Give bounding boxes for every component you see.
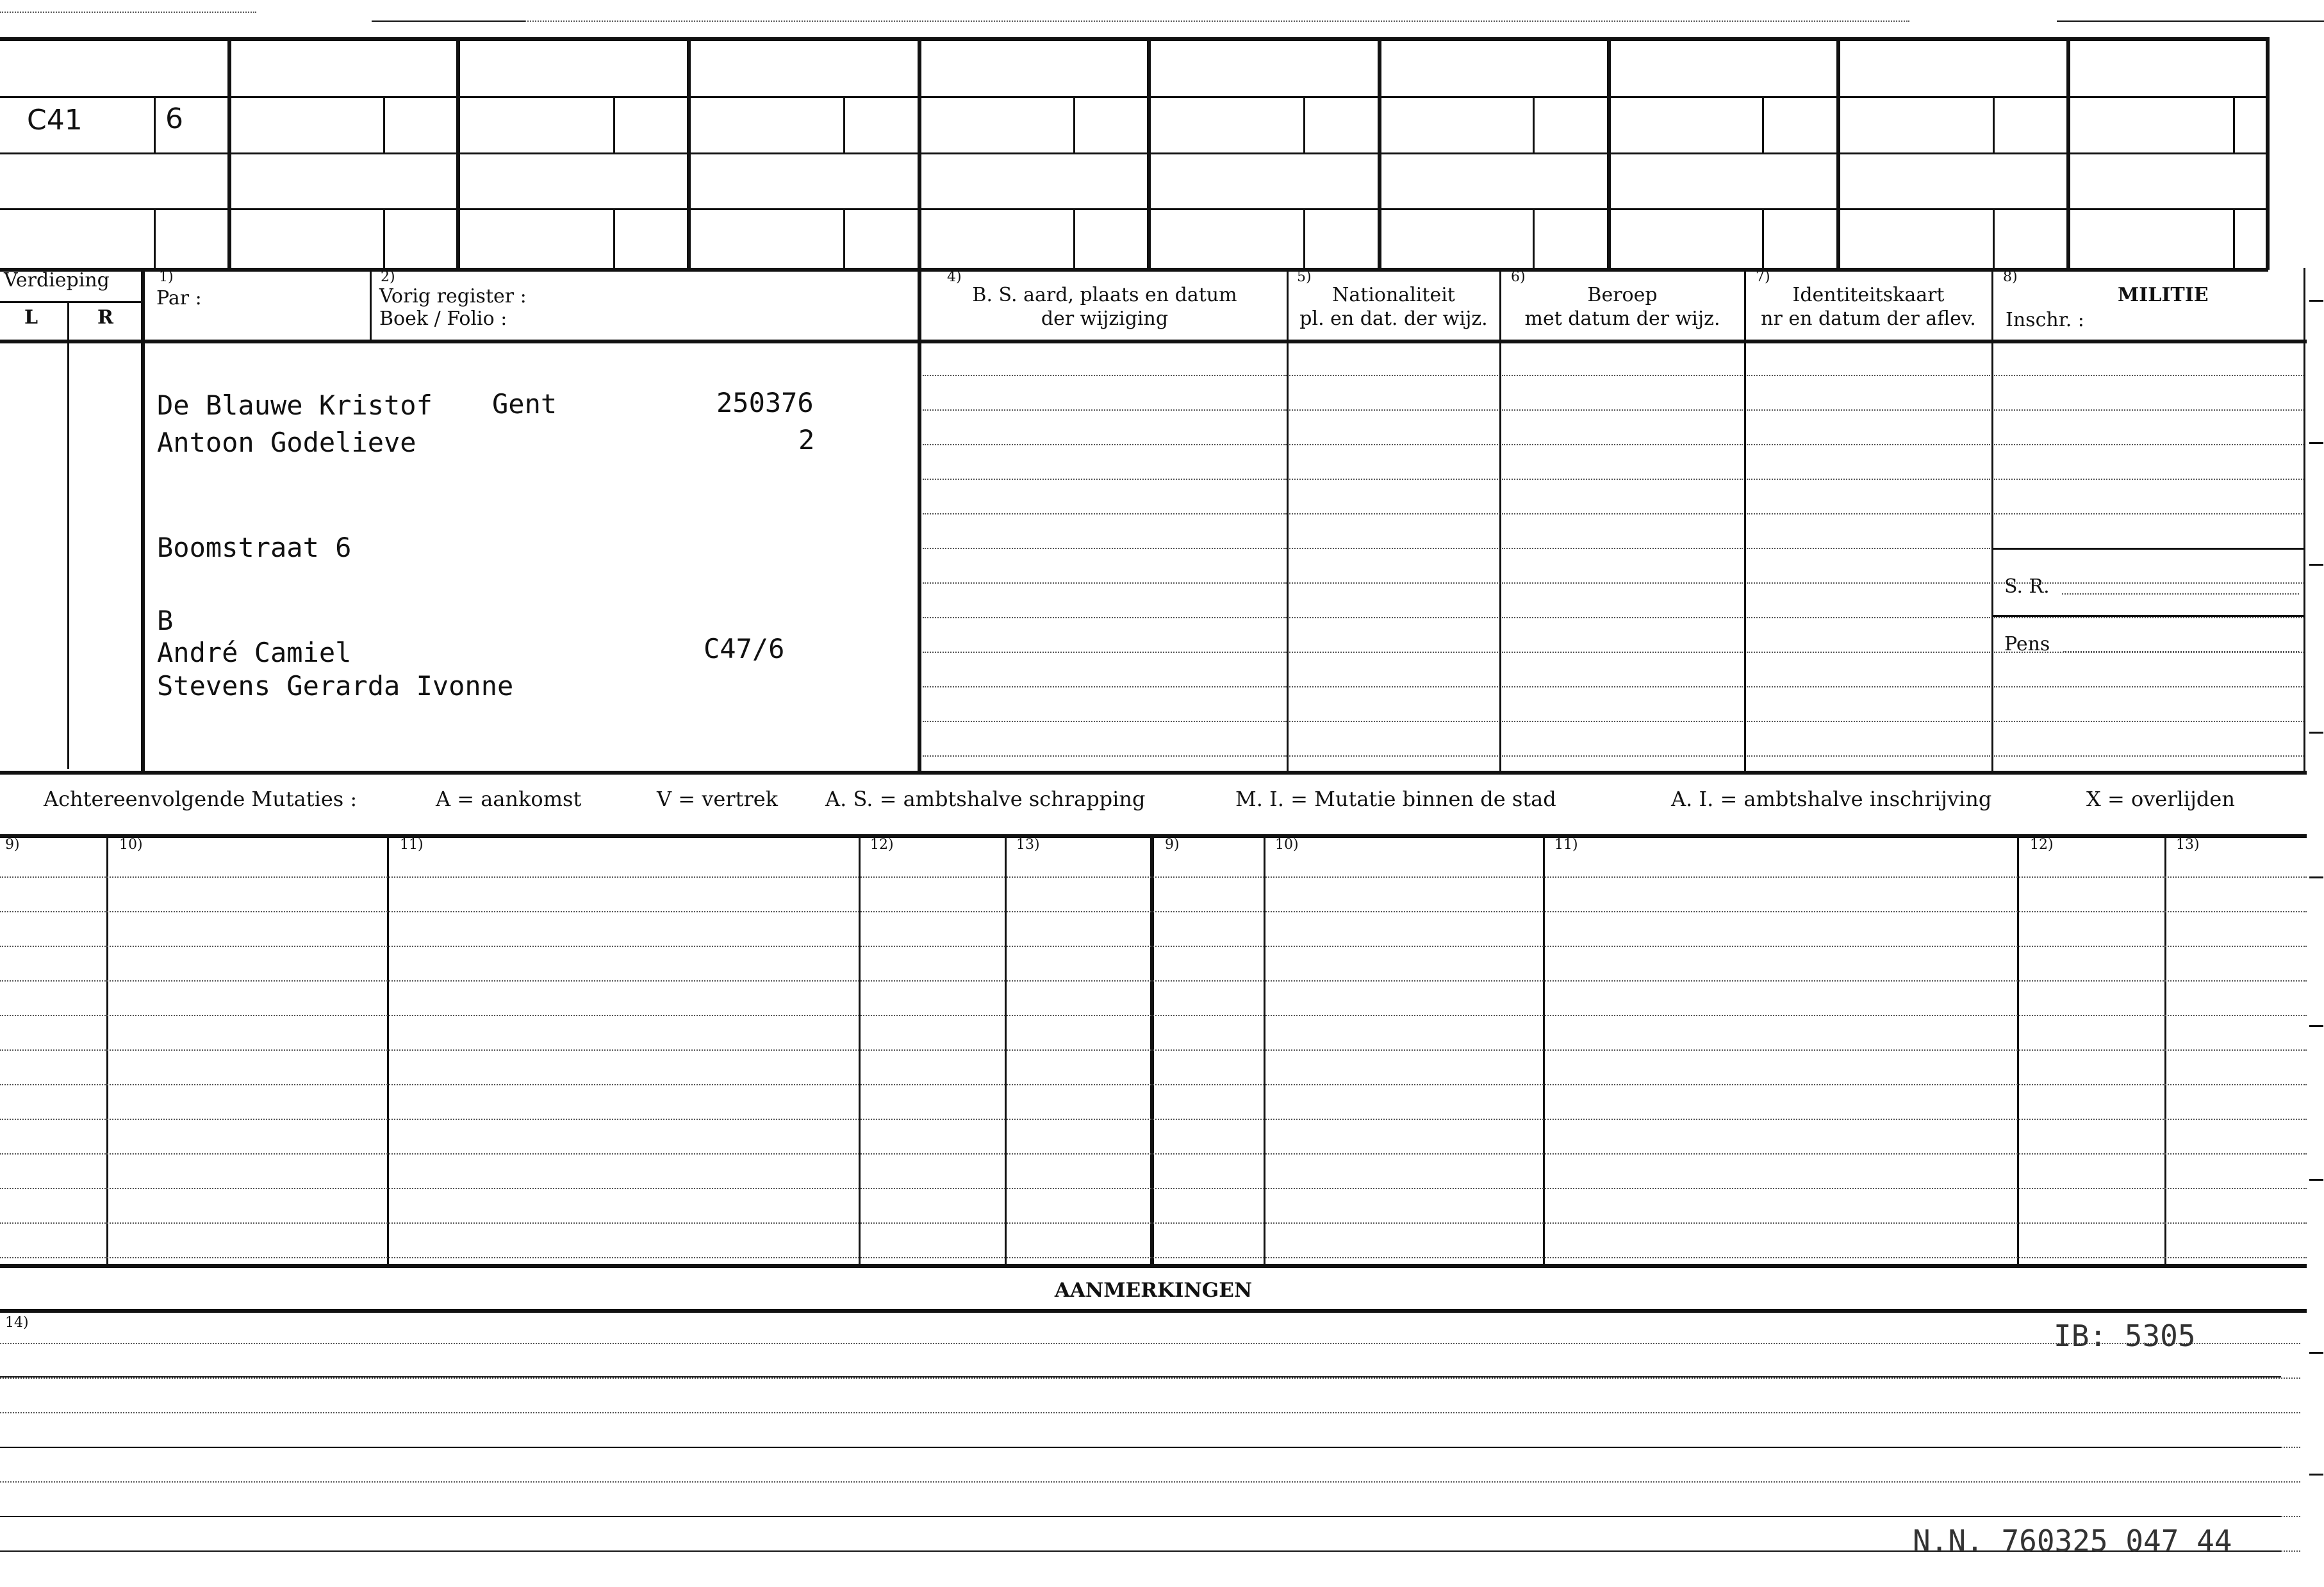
body-ruled-line xyxy=(1502,375,1743,376)
aanmerkingen-ruled-line xyxy=(0,1412,2300,1413)
body-ruled-line xyxy=(1289,444,1498,445)
body-ruled-line xyxy=(1502,721,1743,722)
body-ruled-line xyxy=(1747,444,1990,445)
body-ruled-line xyxy=(923,652,1287,653)
body-ruled-line xyxy=(1502,444,1743,445)
col7-number: 7) xyxy=(1756,269,1770,285)
body-divider xyxy=(918,340,921,771)
body-ruled-line xyxy=(1747,513,1990,514)
mutaties-ruled-line xyxy=(0,876,2307,878)
body-ruled-line xyxy=(1289,617,1498,618)
body-ruled-line xyxy=(1502,617,1743,618)
col2-line2: Boek / Folio : xyxy=(379,308,507,330)
aanmerkingen-top-line xyxy=(0,1309,2307,1313)
edge-tick xyxy=(2309,732,2323,734)
body-ruled-line xyxy=(1502,582,1743,584)
legend-as: A. S. = ambtshalve schrapping xyxy=(825,787,1146,811)
col8-inschr: Inschr. : xyxy=(2006,309,2084,331)
mutaties-ruled-line xyxy=(0,1153,2307,1155)
verdieping-l: L xyxy=(24,306,38,329)
aanmerkingen-number: 14) xyxy=(5,1315,29,1331)
aanmerkingen-ruled-line xyxy=(0,1377,2300,1379)
mut-col-10a: 10) xyxy=(119,837,143,853)
body-ruled-line xyxy=(1289,721,1498,722)
edge-tick xyxy=(2309,1352,2323,1354)
aanmerkingen-ruled-line xyxy=(0,1343,2300,1344)
sr-label: S. R. xyxy=(2004,575,2050,598)
body-ruled-line xyxy=(923,513,1287,514)
col6-line2: met datum der wijz. xyxy=(1524,308,1720,330)
edge-tick xyxy=(2309,442,2323,444)
body-ruled-line xyxy=(1747,582,1990,584)
col4-line2: der wijziging xyxy=(1041,308,1169,330)
mutaties-ruled-line xyxy=(0,1084,2307,1085)
mut-col-10b: 10) xyxy=(1275,837,1299,853)
body-ruled-line xyxy=(1994,375,2304,376)
person-mother: Stevens Gerarda Ivonne xyxy=(157,670,514,702)
body-ruled-line xyxy=(1502,409,1743,411)
body-ruled-line xyxy=(923,548,1287,549)
verdieping-r: R xyxy=(97,306,113,329)
aanmerkingen-title: AANMERKINGEN xyxy=(1054,1279,1253,1302)
body-ruled-line xyxy=(1994,513,2304,514)
edge-tick xyxy=(2309,564,2323,566)
body-ruled-line xyxy=(923,721,1287,722)
register-code-number: 6 xyxy=(165,103,183,135)
mut-col-11a: 11) xyxy=(400,837,424,853)
body-ruled-line xyxy=(1747,652,1990,653)
mut-col-13a: 13) xyxy=(1016,837,1040,853)
body-ruled-line xyxy=(1747,479,1990,480)
person-father-code: C47/6 xyxy=(704,633,785,664)
body-ruled-line xyxy=(1289,686,1498,687)
mut-col-11b: 11) xyxy=(1554,837,1578,853)
register-code: C41 xyxy=(27,104,83,136)
ib-number: IB: 5305 xyxy=(2054,1319,2196,1353)
aanmerkingen-solid-line xyxy=(0,1376,2281,1377)
col1-label: Par : xyxy=(156,287,202,309)
mut-col-13b: 13) xyxy=(2176,837,2200,853)
militie-divider-2 xyxy=(1991,615,2305,617)
col4-line1: B. S. aard, plaats en datum xyxy=(972,284,1237,306)
mutaties-ruled-line xyxy=(0,1222,2307,1224)
body-ruled-line xyxy=(923,409,1287,411)
body-ruled-line xyxy=(1502,548,1743,549)
person-line1-place: Gent xyxy=(492,388,557,420)
body-ruled-line xyxy=(1289,409,1498,411)
edge-tick xyxy=(2309,876,2323,878)
body-ruled-line xyxy=(1502,686,1743,687)
top-edge-line xyxy=(372,21,525,22)
mutaties-ruled-line xyxy=(0,1015,2307,1016)
col7-line2: nr en datum der aflev. xyxy=(1761,308,1976,330)
top-edge-line-right xyxy=(2057,21,2324,22)
col1-number: 1) xyxy=(159,269,174,285)
mut-col-9a: 9) xyxy=(5,837,20,853)
col6-line1: Beroep xyxy=(1587,284,1658,306)
body-ruled-line xyxy=(923,686,1287,687)
edge-tick xyxy=(2309,300,2323,302)
body-ruled-line xyxy=(1289,652,1498,653)
nn-number: N.N. 760325 047 44 xyxy=(1913,1524,2232,1558)
person-street: Boomstraat 6 xyxy=(157,532,352,563)
col7-line1: Identiteitskaart xyxy=(1792,284,1945,306)
legend-v: V = vertrek xyxy=(657,787,779,811)
col5-line1: Nationaliteit xyxy=(1332,284,1455,306)
person-b: B xyxy=(157,605,174,636)
body-ruled-line xyxy=(1289,479,1498,480)
person-father: André Camiel xyxy=(157,637,352,668)
body-ruled-line xyxy=(1747,548,1990,549)
body-ruled-line xyxy=(1289,375,1498,376)
body-ruled-line xyxy=(923,755,1287,757)
body-ruled-line xyxy=(1747,375,1990,376)
body-ruled-line xyxy=(1747,617,1990,618)
col8-title: MILITIE xyxy=(2118,284,2209,306)
pens-label: Pens xyxy=(2004,633,2050,655)
mutaties-ruled-line xyxy=(0,946,2307,947)
legend-mi: M. I. = Mutatie binnen de stad xyxy=(1235,787,1556,811)
verdieping-label: Verdieping xyxy=(4,269,110,292)
mutaties-top-line xyxy=(0,771,2307,775)
edge-tick xyxy=(2309,1474,2323,1476)
body-ruled-line xyxy=(1502,652,1743,653)
body-ruled-line xyxy=(1502,513,1743,514)
pens-line xyxy=(2063,651,2299,652)
body-ruled-line xyxy=(1502,479,1743,480)
body-ruled-line xyxy=(1994,755,2304,757)
body-ruled-line xyxy=(923,375,1287,376)
top-edge-dots xyxy=(372,21,1909,22)
body-ruled-line xyxy=(1994,617,2304,618)
body-ruled-line xyxy=(923,617,1287,618)
col5-number: 5) xyxy=(1297,269,1312,285)
edge-tick xyxy=(2309,1179,2323,1181)
mutaties-title: Achtereenvolgende Mutaties : xyxy=(44,787,358,811)
sr-line xyxy=(2062,593,2299,595)
legend-x: X = overlijden xyxy=(2086,787,2235,811)
body-ruled-line xyxy=(923,582,1287,584)
person-line2-name: Antoon Godelieve xyxy=(157,427,416,458)
body-ruled-line xyxy=(923,479,1287,480)
top-edge-mark xyxy=(0,12,256,13)
legend-a: A = aankomst xyxy=(436,787,582,811)
mutaties-ruled-line xyxy=(0,1188,2307,1189)
col6-number: 6) xyxy=(1511,269,1526,285)
body-ruled-line xyxy=(1502,755,1743,757)
body-ruled-line xyxy=(1289,755,1498,757)
militie-divider-1 xyxy=(1991,548,2305,550)
col4-number: 4) xyxy=(947,269,962,285)
edge-tick xyxy=(2309,1025,2323,1027)
body-ruled-line xyxy=(923,444,1287,445)
mutaties-ruled-line xyxy=(0,911,2307,912)
body-ruled-line xyxy=(1289,513,1498,514)
mut-col-12b: 12) xyxy=(2030,837,2054,853)
body-ruled-line xyxy=(1747,755,1990,757)
aanmerkingen-ruled-line xyxy=(0,1481,2300,1483)
body-ruled-line xyxy=(1994,479,2304,480)
person-line1-name: De Blauwe Kristof xyxy=(157,390,433,421)
person-line1-date: 250376 xyxy=(716,387,814,418)
mutaties-ruled-line xyxy=(0,1119,2307,1120)
body-ruled-line xyxy=(1289,582,1498,584)
aanmerkingen-solid-line xyxy=(0,1516,2281,1517)
mutaties-ruled-line xyxy=(0,1257,2307,1258)
body-ruled-line xyxy=(1747,721,1990,722)
col2-line1: Vorig register : xyxy=(379,285,527,308)
col2-number: 2) xyxy=(381,269,395,285)
mutaties-ruled-line xyxy=(0,980,2307,982)
col5-line2: pl. en dat. der wijz. xyxy=(1299,308,1488,330)
body-ruled-line xyxy=(1994,444,2304,445)
mutaties-ruled-line xyxy=(0,1049,2307,1051)
aanmerkingen-solid-line xyxy=(0,1447,2281,1448)
body-ruled-line xyxy=(1747,409,1990,411)
legend-ai: A. I. = ambtshalve inschrijving xyxy=(1671,787,1992,811)
body-ruled-line xyxy=(1994,721,2304,722)
mut-col-9b: 9) xyxy=(1165,837,1180,853)
col8-number: 8) xyxy=(2003,269,2018,285)
body-ruled-line xyxy=(1289,548,1498,549)
body-ruled-line xyxy=(1747,686,1990,687)
body-ruled-line xyxy=(1994,409,2304,411)
person-line2-extra: 2 xyxy=(798,424,815,456)
body-ruled-line xyxy=(1994,686,2304,687)
mut-col-12a: 12) xyxy=(870,837,894,853)
